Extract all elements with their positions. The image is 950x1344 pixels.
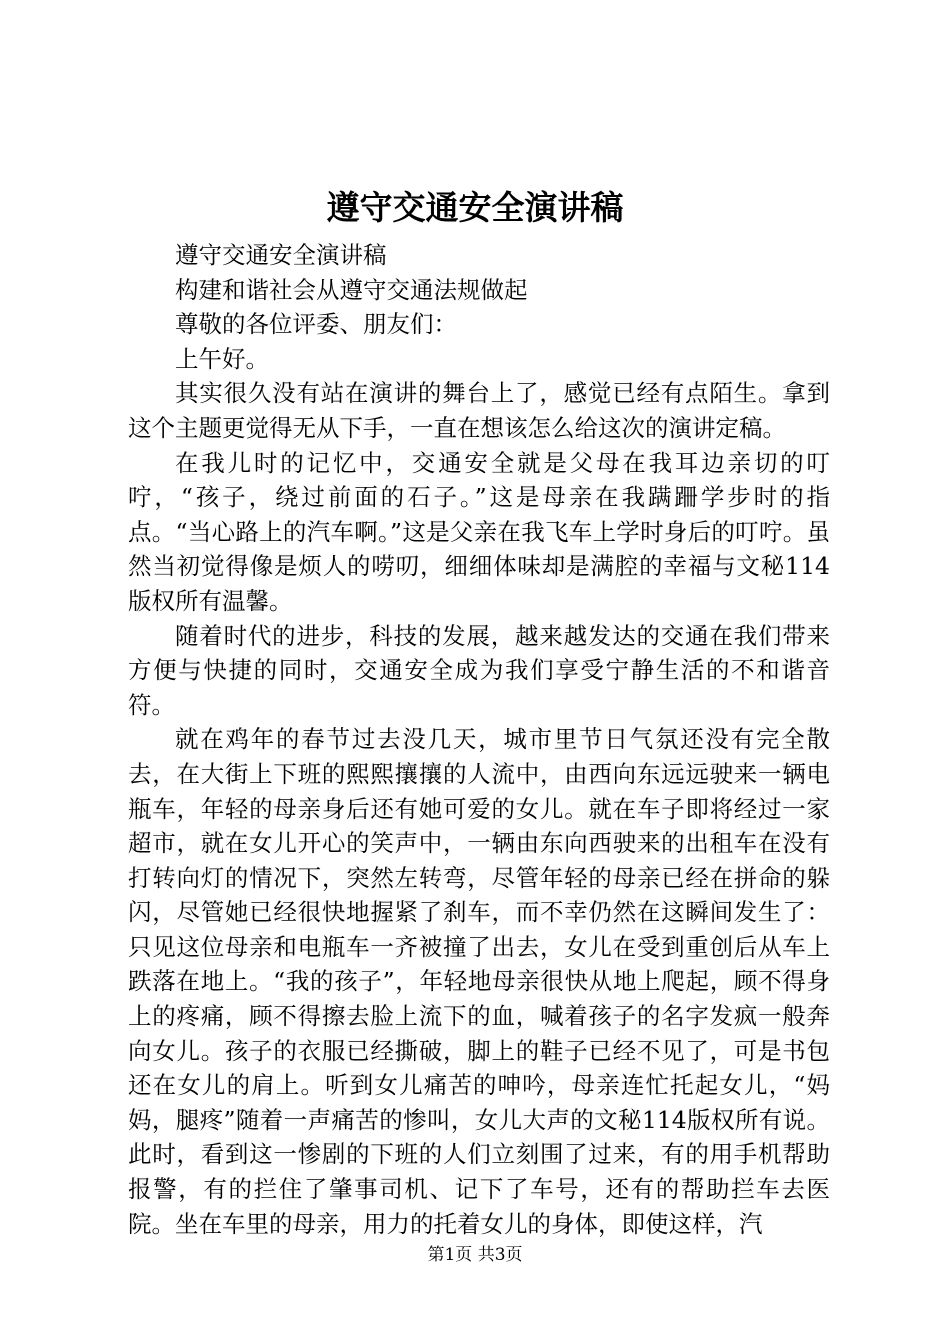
paragraph: 就在鸡年的春节过去没几天，城市里节日气氛还没有完全散去，在大街上下班的熙熙攘攘的人流中，由西向东远远驶来一辆电瓶车，年轻的母亲身后还有她可爱的女儿。就在车子即将经过一家超市，就在女儿开心的笑声中，一辆由东向西驶来的出租车在没有打转向灯的情况下，突然左转弯，尽管年轻的母亲已经在拼命的躲闪，尽管她已经很快地握紧了刹车，而不幸仍然在这瞬间发生了：只见这位母亲和电瓶车一齐被撞了出去，女儿在受到重创后从车上跌落在地上。“我的孩子”，年轻地母亲很快从地上爬起，顾不得身上的疼痛，顾不得擦去脸上流下的血，喊着孩子的名字发疯一般奔向女儿。孩子的衣服已经撕破，脚上的鞋子已经不见了，可是书包还在女儿的肩上。听到女儿痛苦的呻吟，母亲连忙托起女儿，“妈妈，腿疼”随着一声痛苦的惨叫，女儿大声的文秘114版权所有说。此时，看到这一惨剧的下班的人们立刻围了过来，有的用手机帮助报警，有的拦住了肇事司机、记下了车号，还有的帮助拦车去医院。坐在车里的母亲，用力的托着女儿的身体，即使这样，汽: [128, 725, 830, 1238]
paragraph: 遵守交通安全演讲稿: [175, 241, 387, 269]
paragraph: 在我儿时的记忆中，交通安全就是父母在我耳边亲切的叮咛，“孩子，绕过前面的石子。”这是母亲在我蹒跚学步时的指点。“当心路上的汽车啊。”这是父亲在我飞车上学时身后的叮咛。虽然当初觉得像是烦人的唠叨，细细体味却是满腔的幸福与文秘114版权所有温馨。: [128, 448, 830, 615]
paragraph: 随着时代的进步，科技的发展，越来越发达的交通在我们带来方便与快捷的同时，交通安全成为我们享受宁静生活的不和谐音符。: [128, 621, 830, 719]
paragraph: 构建和谐社会从遵守交通法规做起: [175, 275, 528, 304]
document-title: 遵守交通安全演讲稿: [326, 188, 624, 227]
paragraph: 其实很久没有站在演讲的舞台上了，感觉已经有点陌生。拿到这个主题更觉得无从下手，一直在想该怎么给这次的演讲定稿。: [128, 379, 830, 442]
paragraph: 尊敬的各位评委、朋友们：: [175, 310, 457, 339]
page-footer: 第1页 共3页: [427, 1245, 523, 1265]
paragraph: 上午好。: [175, 344, 269, 373]
document-body: [128, 238, 830, 1241]
